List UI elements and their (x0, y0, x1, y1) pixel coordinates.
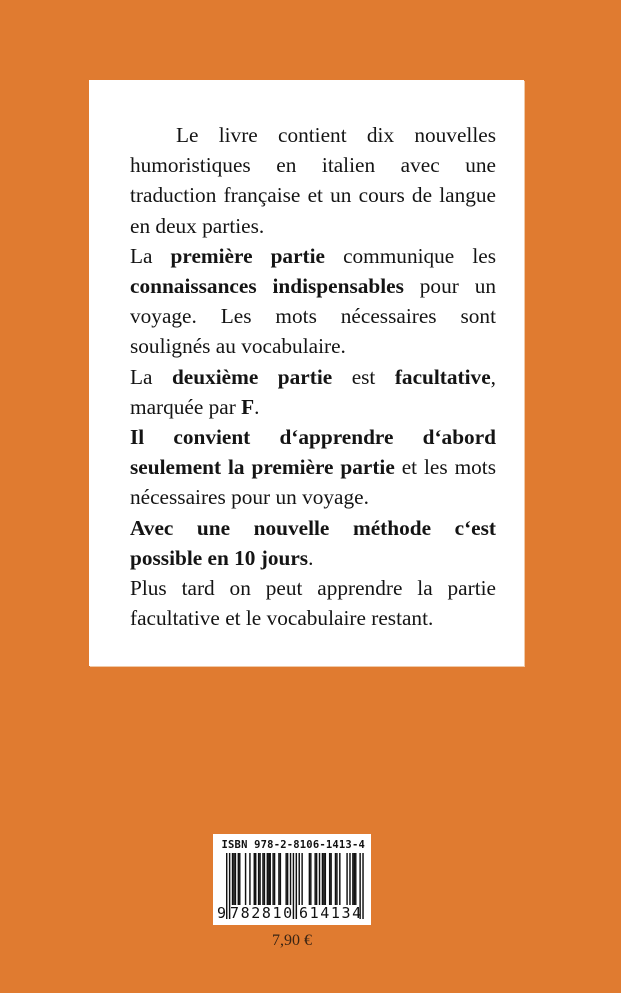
blurb-paragraph-intro: Le livre contient dix nouvelles humoristiques en italien avec une traduction française et un cours de langue en deux parties. (130, 123, 496, 238)
blurb-paragraph-part-two: La deuxième partie est facultative, marquée par F. (130, 364, 496, 419)
isbn-barcode (213, 834, 371, 925)
ean-digits: 9 782810 614134 (217, 904, 363, 922)
blurb-box (89, 80, 524, 666)
isbn-label: ISBN 978-2-8106-1413-4 (221, 839, 365, 851)
price: 7,90 € (272, 932, 312, 949)
blurb-text (130, 120, 496, 633)
blurb-paragraph-method: Avec une nouvelle méthode c‘est possible en 10 jours. (130, 515, 496, 570)
blurb-paragraph-later: Plus tard on peut apprendre la partie facultative et le vocabulaire restant. (130, 576, 496, 631)
blurb-paragraph-advice: Il convient d‘apprendre d‘abord seulement la première partie et les mots nécessaires pour un voyage. (130, 425, 497, 510)
blurb-paragraph-part-one: La première partie communique les connaissances indispensables pour un voyage. Les mots nécessaires sont soulignés au vocabulaire. (130, 243, 496, 359)
